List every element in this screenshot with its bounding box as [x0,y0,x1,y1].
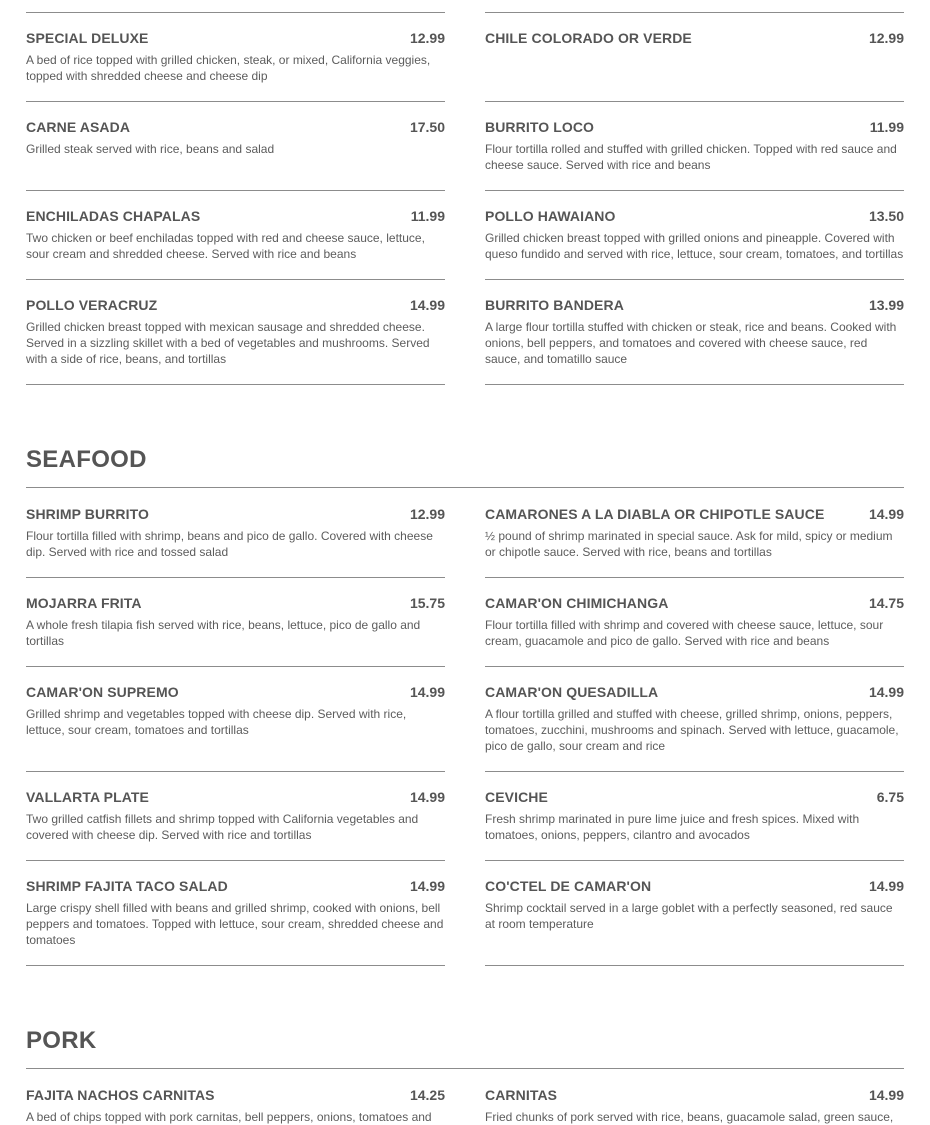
menu-item-header [26,1087,445,1107]
menu-item-price: 13.50 [868,208,904,224]
menu-item-price: 12.99 [409,30,445,46]
menu-item-name: MOJARRA FRITA [26,595,142,611]
menu-item-name: ENCHILADAS CHAPALAS [26,208,201,224]
menu-item-header [26,878,445,898]
menu-item-price: 14.99 [409,297,445,313]
menu-item-name: SPECIAL DELUXE [26,30,149,46]
menu-item-header [26,30,445,50]
menu-item-name: VALLARTA PLATE [26,789,149,805]
divider [485,12,904,13]
menu-item-price: 14.25 [409,1087,445,1103]
menu-item-price: 17.50 [409,119,445,135]
menu-item [485,789,904,843]
menu-item-price: 14.99 [868,684,904,700]
menu-item-header [485,684,904,704]
menu-item-description: Grilled chicken breast topped with grilled onions and pineapple. Covered with queso fundido and served with rice, lettuce, sour cream, tomatoes, and tortillas [485,231,904,261]
menu-item [485,506,904,560]
menu-item-name: CHILE COLORADO OR VERDE [485,30,692,46]
menu-item [485,878,904,932]
menu-item [485,595,904,649]
divider [485,666,904,667]
section-title-pork: PORK [26,1027,97,1054]
menu-item [26,1087,445,1125]
menu-item-description: Two chicken or beef enchiladas topped with red and cheese sauce, lettuce, sour cream and shredded cheese. Served with rice and beans [26,231,425,261]
menu-item-description: A whole fresh tilapia fish served with rice, beans, lettuce, pico de gallo and tortillas [26,618,421,648]
menu-item [26,789,445,843]
menu-item-header [26,506,445,526]
menu-item-name: POLLO HAWAIANO [485,208,616,224]
menu-item-name: SHRIMP FAJITA TACO SALAD [26,878,228,894]
menu-item-price: 11.99 [410,208,445,224]
menu-item [485,297,904,367]
section-divider [26,1068,904,1069]
menu-item-description: Fried chunks of pork served with rice, beans, guacamole salad, green sauce, [485,1110,894,1124]
divider [26,384,445,385]
menu-item-description: Large crispy shell filled with beans and grilled shrimp, cooked with onions, bell peppers and tomatoes. Topped with lettuce, sour cream, shredded cheese and tomatoes [26,901,444,947]
divider [485,279,904,280]
menu-item-name: FAJITA NACHOS CARNITAS [26,1087,215,1103]
menu-item-header [26,595,445,615]
menu-item-price: 12.99 [409,506,445,522]
menu-item-price: 14.99 [868,878,904,894]
divider [26,666,445,667]
menu-item-name: CEVICHE [485,789,548,805]
divider [485,771,904,772]
menu-item-description: Fresh shrimp marinated in pure lime juice and fresh spices. Mixed with tomatoes, onions, peppers, cilantro and avocados [485,812,860,842]
divider [26,190,445,191]
menu-item-description: Two grilled catfish fillets and shrimp topped with California vegetables and covered with cheese dip. Served with rice and tortillas [26,812,419,842]
menu-item-name: CARNITAS [485,1087,558,1103]
divider [485,190,904,191]
menu-item-header [26,684,445,704]
menu-item-name: BURRITO BANDERA [485,297,624,313]
section-title-seafood: SEAFOOD [26,446,147,473]
menu-item-name: CO'CTEL DE CAMAR'ON [485,878,652,894]
menu-item-description: A flour tortilla grilled and stuffed with cheese, grilled shrimp, onions, peppers, tomatoes, zucchini, mushrooms and spinach. Served with lettuce, guacamole, pico de gallo, sour cream and rice [485,707,899,753]
menu-item [485,30,904,52]
menu-item-price: 14.99 [409,789,445,805]
divider [26,101,445,102]
menu-item [485,1087,904,1125]
menu-item [26,30,445,84]
menu-item-price: 14.99 [409,684,445,700]
menu-item-description: ½ pound of shrimp marinated in special sauce. Ask for mild, spicy or medium or chipotle sauce. Served with rice, beans and tortillas [485,529,893,559]
menu-item-header [26,119,445,139]
menu-item-header [485,595,904,615]
divider [485,965,904,966]
divider [485,860,904,861]
menu-item [485,684,904,754]
menu-item-name: CAMAR'ON SUPREMO [26,684,179,700]
divider [485,101,904,102]
menu-item-header [485,297,904,317]
menu-item [26,297,445,367]
menu-item-header [485,1087,904,1107]
menu-item-name: BURRITO LOCO [485,119,595,135]
menu-item-header [485,208,904,228]
menu-item-price: 14.99 [868,1087,904,1103]
divider [26,577,445,578]
menu-item [485,208,904,262]
menu-item-name: CAMAR'ON CHIMICHANGA [485,595,669,611]
menu-item-description: Flour tortilla filled with shrimp and covered with cheese sauce, lettuce, sour cream, guacamole and pico de gallo. Served with rice and beans [485,618,884,648]
menu-item-description: Flour tortilla rolled and stuffed with grilled chicken. Topped with red sauce and cheese sauce. Served with rice and beans [485,142,897,172]
menu-item-description: A bed of chips topped with pork carnitas, bell peppers, onions, tomatoes and [26,1110,432,1124]
menu-item-price: 11.99 [869,119,904,135]
menu-item-description: A large flour tortilla stuffed with chicken or steak, rice and beans. Cooked with onions, bell peppers, and tomatoes and covered with cheese sauce, red sauce, and tomatillo sauce [485,320,897,366]
menu-item-header [485,506,904,526]
divider [26,279,445,280]
divider [26,771,445,772]
menu-item-header [485,789,904,809]
menu-item [26,878,445,948]
menu-item [26,684,445,738]
menu-item-price: 15.75 [409,595,445,611]
divider [26,12,445,13]
menu-item [26,595,445,649]
menu-item-header [485,878,904,898]
divider [485,384,904,385]
menu-item-price: 14.75 [868,595,904,611]
menu-item-description: Grilled steak served with rice, beans and salad [26,142,275,156]
menu-item-description: A bed of rice topped with grilled chicken, steak, or mixed, California veggies, topped with shredded cheese and cheese dip [26,53,431,83]
menu-item [26,208,445,262]
menu-item-name: SHRIMP BURRITO [26,506,150,522]
menu-item [26,506,445,560]
menu-item-name: CAMARONES A LA DIABLA OR CHIPOTLE SAUCE [485,506,825,522]
divider [26,860,445,861]
menu-item-description: Grilled shrimp and vegetables topped with cheese dip. Served with rice, lettuce, sour cream, tomatoes and tortillas [26,707,407,737]
menu-item-description: Flour tortilla filled with shrimp, beans and pico de gallo. Covered with cheese dip. Served with rice and tossed salad [26,529,433,559]
menu-item [485,119,904,173]
menu-item-name: CAMAR'ON QUESADILLA [485,684,659,700]
menu-item-price: 12.99 [868,30,904,46]
section-divider [26,487,904,488]
menu-item-description: Shrimp cocktail served in a large goblet with a perfectly seasoned, red sauce at room temperature [485,901,893,931]
menu-item-description: Grilled chicken breast topped with mexican sausage and shredded cheese. Served in a sizzling skillet with a bed of vegetables and mushrooms. Served with a side of rice, beans, and tortillas [26,320,430,366]
menu-item [26,119,445,157]
menu-item-price: 13.99 [868,297,904,313]
menu-item-header [485,30,904,50]
menu-item-header [26,789,445,809]
menu-item-price: 14.99 [868,506,904,522]
menu-item-header [26,297,445,317]
menu-item-name: POLLO VERACRUZ [26,297,158,313]
divider [485,577,904,578]
divider [26,965,445,966]
menu-item-price: 6.75 [876,789,904,805]
menu-item-header [485,119,904,139]
menu-item-header [26,208,445,228]
menu-item-price: 14.99 [409,878,445,894]
menu-item-name: CARNE ASADA [26,119,131,135]
